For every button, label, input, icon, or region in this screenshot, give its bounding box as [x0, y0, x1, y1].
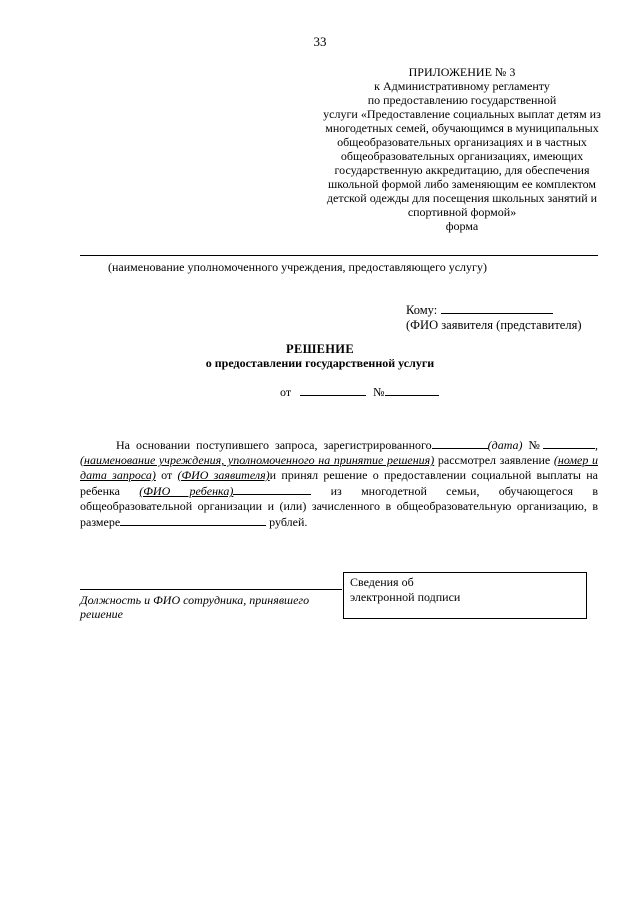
recipient-name-field	[441, 302, 553, 314]
organization-field-line	[80, 255, 598, 256]
registration-number-field	[543, 437, 595, 449]
decision-subtitle: о предоставлении государственной услуги	[205, 356, 435, 370]
amount-field	[120, 514, 266, 526]
date-field	[300, 384, 366, 396]
from-label: от	[280, 385, 292, 399]
organization-caption: (наименование уполномоченного учреждения, предоставляющего услугу)	[108, 260, 487, 274]
esign-label-line2: электронной подписи	[350, 590, 461, 604]
appendix-line: детской одежды для посещения школьных занятий и	[326, 191, 598, 205]
body-text: и принял решение о предоставлении социальной выплаты на ребенка	[80, 468, 598, 498]
body-text: рассмотрел заявление	[434, 453, 554, 467]
signature-line	[80, 589, 342, 590]
child-name-field	[233, 483, 311, 495]
number-field	[385, 384, 439, 396]
esign-label-line1: Сведения об	[350, 575, 414, 589]
appendix-line: ПРИЛОЖЕНИЕ № 3	[408, 65, 516, 79]
request-number-hint: (номер и дата запроса)	[80, 453, 598, 482]
appendix-line: спортивной формой»	[407, 205, 517, 219]
body-text: из многодетной семьи, обучающегося в общеобразовательной организации и (или) зачисленного в общеобразовательную организацию, в размере	[80, 484, 598, 529]
page-number: 33	[313, 34, 327, 49]
appendix-header	[312, 65, 612, 233]
body-text: рублей.	[266, 515, 308, 529]
appendix-line: школьной формой либо заменяющим ее комплектом	[328, 177, 596, 191]
institution-hint: (наименование учреждения, уполномоченного на принятие решения)	[80, 453, 435, 467]
applicant-name-hint: (ФИО заявителя)	[177, 468, 270, 482]
body-text: ,	[595, 438, 598, 452]
child-name-hint: (ФИО ребенка)	[139, 484, 234, 498]
decision-date-number-row	[280, 384, 439, 400]
body-text: №	[528, 438, 543, 452]
decision-paragraph	[80, 437, 598, 530]
date-hint: (дата)	[487, 438, 523, 452]
body-text: На основании поступившего запроса, зарегистрированного	[116, 438, 432, 452]
decision-title: РЕШЕНИЕ	[286, 342, 354, 356]
appendix-line: услуги «Предоставление социальных выплат детям из	[323, 107, 601, 121]
electronic-signature-box	[343, 572, 587, 619]
appendix-line: государственную аккредитацию, для обеспечения	[334, 163, 590, 177]
appendix-line: общеобразовательных организациях, имеющих	[340, 149, 584, 163]
to-label: Кому:	[406, 303, 438, 317]
recipient-caption: (ФИО заявителя (представителя)	[406, 318, 582, 332]
decision-body	[80, 437, 598, 530]
registration-date-field	[432, 437, 488, 449]
appendix-line: общеобразовательных организациях и в частных	[337, 135, 587, 149]
body-text: от	[155, 468, 178, 482]
appendix-line: к Административному регламенту	[374, 79, 550, 93]
signature-caption: Должность и ФИО сотрудника, принявшего решение	[80, 593, 310, 621]
recipient-block	[406, 302, 581, 333]
appendix-line: по предоставлению государственной	[367, 93, 557, 107]
appendix-form-label: форма	[445, 219, 479, 233]
appendix-line: многодетных семей, обучающимся в муниципальных	[325, 121, 599, 135]
number-label: №	[373, 385, 385, 399]
